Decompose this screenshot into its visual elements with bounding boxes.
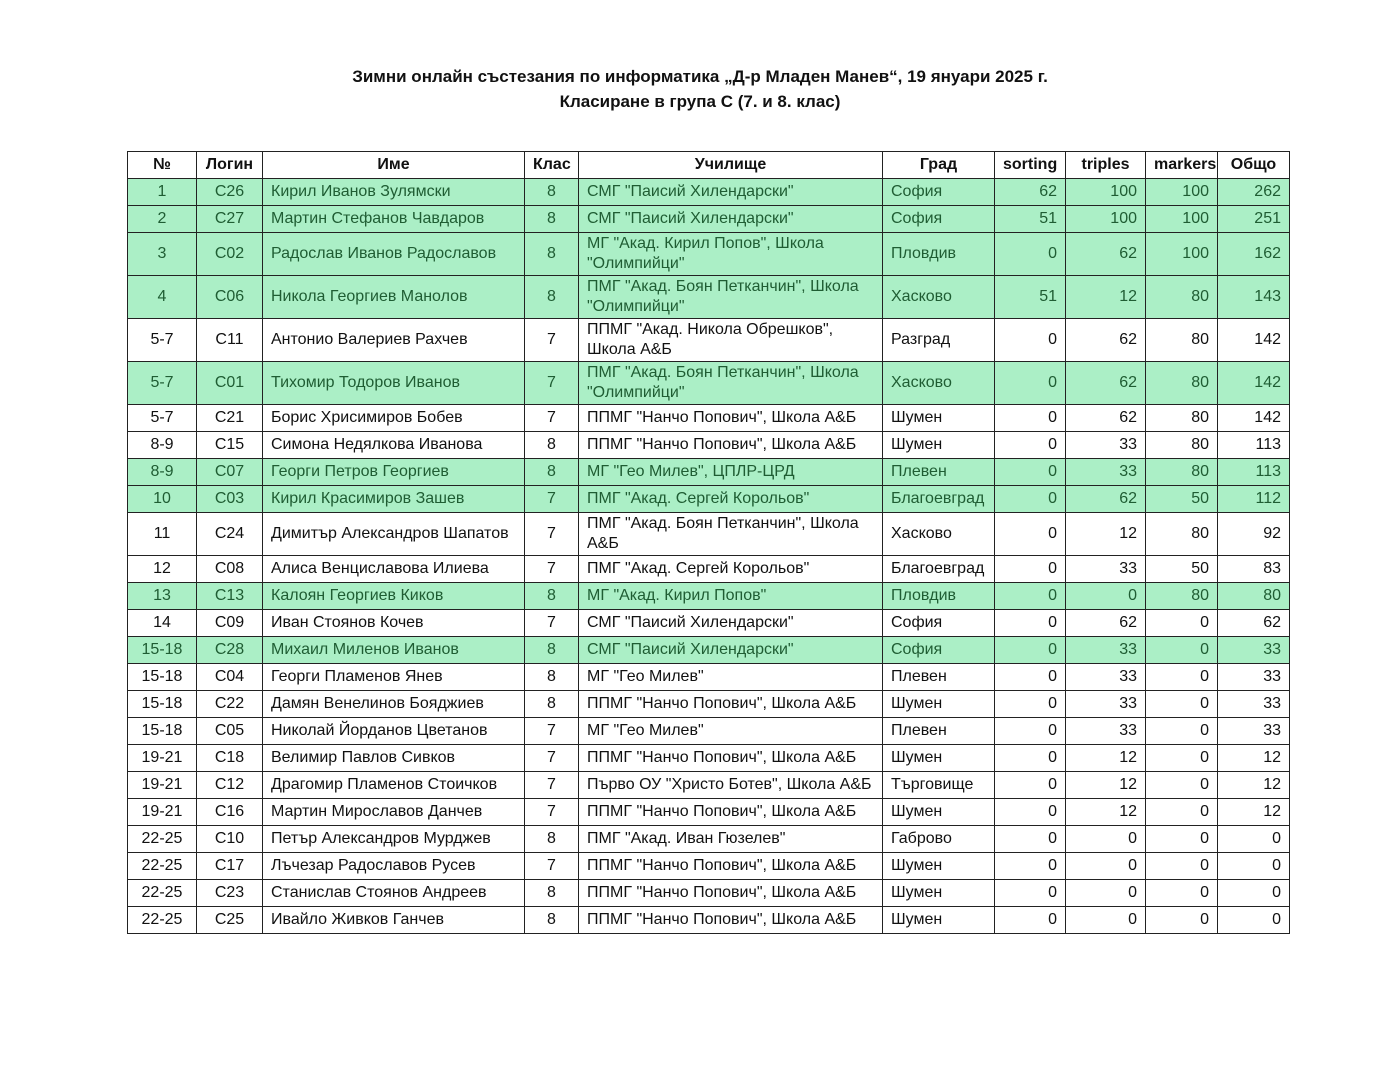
cell-name: Георги Петров Георгиев — [263, 459, 525, 486]
cell-login: C03 — [197, 486, 263, 513]
cell-markers: 50 — [1146, 556, 1218, 583]
cell-school: ППМГ "Нанчо Попович", Школа А&Б — [579, 745, 883, 772]
cell-grade: 8 — [525, 179, 579, 206]
cell-markers: 0 — [1146, 799, 1218, 826]
table-row — [128, 637, 1290, 664]
cell-city: Плевен — [883, 459, 995, 486]
cell-name: Ивайло Живков Ганчев — [263, 907, 525, 934]
cell-triples: 62 — [1066, 486, 1146, 513]
cell-triples: 33 — [1066, 718, 1146, 745]
table-row — [128, 826, 1290, 853]
table-row — [128, 583, 1290, 610]
cell-markers: 0 — [1146, 745, 1218, 772]
cell-name: Димитър Александров Шапатов — [263, 513, 525, 556]
cell-sorting: 0 — [995, 405, 1066, 432]
cell-login: C07 — [197, 459, 263, 486]
cell-login: C10 — [197, 826, 263, 853]
cell-markers: 80 — [1146, 405, 1218, 432]
cell-school: ПМГ "Акад. Иван Гюзелев" — [579, 826, 883, 853]
cell-grade: 8 — [525, 206, 579, 233]
cell-rank: 5-7 — [128, 362, 197, 405]
cell-triples: 62 — [1066, 610, 1146, 637]
table-row — [128, 772, 1290, 799]
cell-login: C16 — [197, 799, 263, 826]
cell-markers: 0 — [1146, 718, 1218, 745]
cell-sorting: 0 — [995, 718, 1066, 745]
cell-school: ППМГ "Акад. Никола Обрешков", Школа А&Б — [579, 319, 883, 362]
cell-rank: 10 — [128, 486, 197, 513]
cell-triples: 0 — [1066, 880, 1146, 907]
cell-sorting: 62 — [995, 179, 1066, 206]
cell-sorting: 0 — [995, 637, 1066, 664]
cell-markers: 0 — [1146, 664, 1218, 691]
cell-city: Шумен — [883, 799, 995, 826]
cell-name: Мартин Мирославов Данчев — [263, 799, 525, 826]
cell-triples: 0 — [1066, 583, 1146, 610]
cell-city: София — [883, 637, 995, 664]
cell-login: C25 — [197, 907, 263, 934]
cell-markers: 80 — [1146, 319, 1218, 362]
cell-rank: 22-25 — [128, 907, 197, 934]
cell-city: София — [883, 206, 995, 233]
cell-school: ПМГ "Акад. Сергей Корольов" — [579, 486, 883, 513]
cell-total: 12 — [1218, 772, 1290, 799]
cell-markers: 50 — [1146, 486, 1218, 513]
cell-school: МГ "Гео Милев", ЦПЛР-ЦРД — [579, 459, 883, 486]
cell-city: Шумен — [883, 691, 995, 718]
cell-markers: 80 — [1146, 583, 1218, 610]
cell-sorting: 0 — [995, 664, 1066, 691]
cell-city: Габрово — [883, 826, 995, 853]
cell-name: Калоян Георгиев Киков — [263, 583, 525, 610]
cell-sorting: 0 — [995, 459, 1066, 486]
cell-name: Антонио Валериев Рахчев — [263, 319, 525, 362]
cell-triples: 100 — [1066, 179, 1146, 206]
cell-login: C23 — [197, 880, 263, 907]
cell-grade: 8 — [525, 826, 579, 853]
cell-total: 142 — [1218, 362, 1290, 405]
cell-sorting: 0 — [995, 233, 1066, 276]
title-line-2: Класиране в група С (7. и 8. клас) — [559, 92, 841, 111]
cell-markers: 0 — [1146, 772, 1218, 799]
cell-rank: 19-21 — [128, 772, 197, 799]
cell-total: 251 — [1218, 206, 1290, 233]
table-row — [128, 556, 1290, 583]
cell-name: Радослав Иванов Радославов — [263, 233, 525, 276]
cell-login: C17 — [197, 853, 263, 880]
cell-markers: 80 — [1146, 276, 1218, 319]
cell-name: Лъчезар Радославов Русев — [263, 853, 525, 880]
cell-school: СМГ "Паисий Хилендарски" — [579, 206, 883, 233]
cell-sorting: 0 — [995, 772, 1066, 799]
cell-markers: 80 — [1146, 459, 1218, 486]
cell-total: 12 — [1218, 799, 1290, 826]
cell-triples: 0 — [1066, 826, 1146, 853]
cell-markers: 0 — [1146, 691, 1218, 718]
table-header — [128, 152, 1290, 179]
cell-school: МГ "Акад. Кирил Попов" — [579, 583, 883, 610]
table-row — [128, 799, 1290, 826]
cell-triples: 100 — [1066, 206, 1146, 233]
cell-city: София — [883, 179, 995, 206]
cell-login: C04 — [197, 664, 263, 691]
cell-grade: 7 — [525, 486, 579, 513]
cell-login: C15 — [197, 432, 263, 459]
table-row — [128, 233, 1290, 276]
table-row — [128, 610, 1290, 637]
cell-total: 143 — [1218, 276, 1290, 319]
cell-city: Плевен — [883, 664, 995, 691]
cell-markers: 100 — [1146, 233, 1218, 276]
cell-name: Иван Стоянов Кочев — [263, 610, 525, 637]
cell-school: ППМГ "Нанчо Попович", Школа А&Б — [579, 880, 883, 907]
cell-city: Пловдив — [883, 233, 995, 276]
cell-rank: 11 — [128, 513, 197, 556]
cell-triples: 62 — [1066, 233, 1146, 276]
document-title — [0, 64, 1400, 114]
cell-login: C22 — [197, 691, 263, 718]
table-row — [128, 664, 1290, 691]
cell-rank: 19-21 — [128, 799, 197, 826]
cell-school: ППМГ "Нанчо Попович", Школа А&Б — [579, 853, 883, 880]
col-header-school: Училище — [579, 152, 883, 179]
cell-triples: 33 — [1066, 432, 1146, 459]
cell-city: Шумен — [883, 880, 995, 907]
table-row — [128, 691, 1290, 718]
cell-city: Шумен — [883, 432, 995, 459]
cell-triples: 33 — [1066, 556, 1146, 583]
table-row — [128, 179, 1290, 206]
cell-markers: 100 — [1146, 179, 1218, 206]
cell-city: Търговище — [883, 772, 995, 799]
cell-login: C09 — [197, 610, 263, 637]
cell-school: ППМГ "Нанчо Попович", Школа А&Б — [579, 691, 883, 718]
cell-triples: 33 — [1066, 637, 1146, 664]
cell-sorting: 0 — [995, 486, 1066, 513]
cell-login: C13 — [197, 583, 263, 610]
cell-total: 33 — [1218, 664, 1290, 691]
cell-sorting: 0 — [995, 826, 1066, 853]
cell-total: 113 — [1218, 459, 1290, 486]
cell-name: Алиса Венциславова Илиева — [263, 556, 525, 583]
col-header-total: Общо — [1218, 152, 1290, 179]
cell-markers: 80 — [1146, 432, 1218, 459]
cell-markers: 0 — [1146, 610, 1218, 637]
cell-name: Мартин Стефанов Чавдаров — [263, 206, 525, 233]
cell-name: Михаил Миленов Иванов — [263, 637, 525, 664]
cell-school: МГ "Гео Милев" — [579, 718, 883, 745]
cell-grade: 8 — [525, 459, 579, 486]
cell-total: 142 — [1218, 405, 1290, 432]
cell-rank: 22-25 — [128, 826, 197, 853]
cell-name: Симона Недялкова Иванова — [263, 432, 525, 459]
cell-name: Николай Йорданов Цветанов — [263, 718, 525, 745]
cell-grade: 7 — [525, 556, 579, 583]
cell-city: Шумен — [883, 745, 995, 772]
cell-total: 92 — [1218, 513, 1290, 556]
cell-total: 112 — [1218, 486, 1290, 513]
cell-rank: 8-9 — [128, 432, 197, 459]
cell-school: ППМГ "Нанчо Попович", Школа А&Б — [579, 432, 883, 459]
cell-total: 162 — [1218, 233, 1290, 276]
cell-sorting: 0 — [995, 745, 1066, 772]
cell-city: Благоевград — [883, 486, 995, 513]
cell-grade: 8 — [525, 233, 579, 276]
cell-total: 33 — [1218, 691, 1290, 718]
cell-total: 83 — [1218, 556, 1290, 583]
cell-sorting: 0 — [995, 432, 1066, 459]
cell-grade: 7 — [525, 362, 579, 405]
table-row — [128, 745, 1290, 772]
cell-rank: 1 — [128, 179, 197, 206]
table-row — [128, 432, 1290, 459]
cell-triples: 62 — [1066, 362, 1146, 405]
cell-rank: 5-7 — [128, 405, 197, 432]
cell-grade: 7 — [525, 319, 579, 362]
cell-rank: 15-18 — [128, 637, 197, 664]
cell-markers: 0 — [1146, 637, 1218, 664]
cell-name: Велимир Павлов Сивков — [263, 745, 525, 772]
cell-login: C06 — [197, 276, 263, 319]
cell-login: C11 — [197, 319, 263, 362]
cell-grade: 7 — [525, 772, 579, 799]
cell-markers: 80 — [1146, 362, 1218, 405]
table-row — [128, 718, 1290, 745]
cell-grade: 7 — [525, 718, 579, 745]
cell-school: ППМГ "Нанчо Попович", Школа А&Б — [579, 405, 883, 432]
cell-sorting: 0 — [995, 880, 1066, 907]
cell-name: Никола Георгиев Манолов — [263, 276, 525, 319]
col-header-grade: Клас — [525, 152, 579, 179]
cell-grade: 8 — [525, 583, 579, 610]
cell-triples: 12 — [1066, 772, 1146, 799]
cell-rank: 15-18 — [128, 718, 197, 745]
cell-city: Хасково — [883, 276, 995, 319]
cell-rank: 12 — [128, 556, 197, 583]
cell-triples: 33 — [1066, 459, 1146, 486]
cell-school: ПМГ "Акад. Боян Петканчин", Школа "Олимпийци" — [579, 276, 883, 319]
title-line-1: Зимни онлайн състезания по информатика „Д-р Младен Манев“, 19 януари 2025 г. — [352, 67, 1048, 86]
table-row — [128, 853, 1290, 880]
cell-school: СМГ "Паисий Хилендарски" — [579, 179, 883, 206]
table-body — [128, 179, 1290, 934]
cell-rank: 15-18 — [128, 664, 197, 691]
cell-grade: 7 — [525, 799, 579, 826]
cell-school: ПМГ "Акад. Боян Петканчин", Школа А&Б — [579, 513, 883, 556]
cell-total: 12 — [1218, 745, 1290, 772]
cell-city: Разград — [883, 319, 995, 362]
cell-name: Борис Хрисимиров Бобев — [263, 405, 525, 432]
cell-sorting: 0 — [995, 556, 1066, 583]
cell-name: Драгомир Пламенов Стоичков — [263, 772, 525, 799]
cell-city: Шумен — [883, 853, 995, 880]
table-row — [128, 319, 1290, 362]
cell-school: МГ "Гео Милев" — [579, 664, 883, 691]
cell-markers: 80 — [1146, 513, 1218, 556]
cell-name: Кирил Иванов Зулямски — [263, 179, 525, 206]
cell-sorting: 0 — [995, 583, 1066, 610]
cell-login: C26 — [197, 179, 263, 206]
cell-triples: 62 — [1066, 405, 1146, 432]
cell-name: Кирил Красимиров Зашев — [263, 486, 525, 513]
cell-login: C08 — [197, 556, 263, 583]
cell-markers: 0 — [1146, 907, 1218, 934]
cell-triples: 0 — [1066, 853, 1146, 880]
table-row — [128, 459, 1290, 486]
cell-total: 33 — [1218, 637, 1290, 664]
cell-login: C12 — [197, 772, 263, 799]
cell-city: София — [883, 610, 995, 637]
cell-sorting: 51 — [995, 206, 1066, 233]
cell-school: МГ "Акад. Кирил Попов", Школа "Олимпийци" — [579, 233, 883, 276]
table-row — [128, 907, 1290, 934]
table-row — [128, 206, 1290, 233]
cell-school: СМГ "Паисий Хилендарски" — [579, 637, 883, 664]
cell-rank: 22-25 — [128, 880, 197, 907]
cell-city: Благоевград — [883, 556, 995, 583]
cell-rank: 13 — [128, 583, 197, 610]
cell-rank: 5-7 — [128, 319, 197, 362]
cell-school: Първо ОУ "Христо Ботев", Школа А&Б — [579, 772, 883, 799]
cell-rank: 15-18 — [128, 691, 197, 718]
cell-school: ППМГ "Нанчо Попович", Школа А&Б — [579, 799, 883, 826]
cell-grade: 7 — [525, 853, 579, 880]
cell-login: C02 — [197, 233, 263, 276]
cell-grade: 8 — [525, 276, 579, 319]
table-row — [128, 513, 1290, 556]
cell-sorting: 0 — [995, 853, 1066, 880]
cell-sorting: 51 — [995, 276, 1066, 319]
cell-name: Станислав Стоянов Андреев — [263, 880, 525, 907]
col-header-triples: triples — [1066, 152, 1146, 179]
cell-city: Хасково — [883, 513, 995, 556]
cell-sorting: 0 — [995, 319, 1066, 362]
cell-city: Шумен — [883, 405, 995, 432]
cell-triples: 62 — [1066, 319, 1146, 362]
cell-login: C28 — [197, 637, 263, 664]
cell-total: 62 — [1218, 610, 1290, 637]
cell-city: Пловдив — [883, 583, 995, 610]
cell-city: Плевен — [883, 718, 995, 745]
cell-login: C27 — [197, 206, 263, 233]
cell-total: 0 — [1218, 826, 1290, 853]
cell-grade: 7 — [525, 610, 579, 637]
cell-school: ПМГ "Акад. Сергей Корольов" — [579, 556, 883, 583]
cell-grade: 8 — [525, 432, 579, 459]
cell-login: C18 — [197, 745, 263, 772]
col-header-rank: № — [128, 152, 197, 179]
cell-rank: 2 — [128, 206, 197, 233]
cell-rank: 4 — [128, 276, 197, 319]
cell-sorting: 0 — [995, 799, 1066, 826]
col-header-markers: markers — [1146, 152, 1218, 179]
col-header-sorting: sorting — [995, 152, 1066, 179]
col-header-name: Име — [263, 152, 525, 179]
cell-triples: 33 — [1066, 664, 1146, 691]
cell-grade: 8 — [525, 880, 579, 907]
header-row — [128, 152, 1290, 179]
cell-rank: 3 — [128, 233, 197, 276]
cell-triples: 0 — [1066, 907, 1146, 934]
cell-sorting: 0 — [995, 362, 1066, 405]
cell-rank: 22-25 — [128, 853, 197, 880]
results-table — [127, 151, 1290, 934]
cell-total: 113 — [1218, 432, 1290, 459]
cell-grade: 8 — [525, 637, 579, 664]
cell-grade: 8 — [525, 691, 579, 718]
cell-total: 80 — [1218, 583, 1290, 610]
cell-triples: 33 — [1066, 691, 1146, 718]
cell-markers: 100 — [1146, 206, 1218, 233]
cell-school: СМГ "Паисий Хилендарски" — [579, 610, 883, 637]
cell-grade: 7 — [525, 405, 579, 432]
cell-triples: 12 — [1066, 276, 1146, 319]
cell-login: C24 — [197, 513, 263, 556]
table-row — [128, 276, 1290, 319]
cell-name: Тихомир Тодоров Иванов — [263, 362, 525, 405]
cell-sorting: 0 — [995, 691, 1066, 718]
cell-triples: 12 — [1066, 745, 1146, 772]
cell-login: C21 — [197, 405, 263, 432]
cell-name: Георги Пламенов Янев — [263, 664, 525, 691]
cell-city: Шумен — [883, 907, 995, 934]
cell-name: Дамян Венелинов Бояджиев — [263, 691, 525, 718]
cell-total: 0 — [1218, 880, 1290, 907]
cell-sorting: 0 — [995, 513, 1066, 556]
cell-total: 142 — [1218, 319, 1290, 362]
cell-rank: 8-9 — [128, 459, 197, 486]
cell-rank: 14 — [128, 610, 197, 637]
cell-total: 33 — [1218, 718, 1290, 745]
col-header-login: Логин — [197, 152, 263, 179]
cell-grade: 7 — [525, 745, 579, 772]
cell-school: ППМГ "Нанчо Попович", Школа А&Б — [579, 907, 883, 934]
cell-markers: 0 — [1146, 880, 1218, 907]
cell-triples: 12 — [1066, 513, 1146, 556]
cell-login: C05 — [197, 718, 263, 745]
col-header-city: Град — [883, 152, 995, 179]
cell-city: Хасково — [883, 362, 995, 405]
cell-rank: 19-21 — [128, 745, 197, 772]
cell-grade: 7 — [525, 513, 579, 556]
table-row — [128, 880, 1290, 907]
cell-sorting: 0 — [995, 610, 1066, 637]
cell-markers: 0 — [1146, 826, 1218, 853]
cell-total: 0 — [1218, 853, 1290, 880]
cell-grade: 8 — [525, 907, 579, 934]
cell-login: C01 — [197, 362, 263, 405]
cell-name: Петър Александров Мурджев — [263, 826, 525, 853]
table-row — [128, 362, 1290, 405]
table-row — [128, 486, 1290, 513]
cell-total: 0 — [1218, 907, 1290, 934]
cell-total: 262 — [1218, 179, 1290, 206]
table-row — [128, 405, 1290, 432]
cell-markers: 0 — [1146, 853, 1218, 880]
cell-triples: 12 — [1066, 799, 1146, 826]
cell-grade: 8 — [525, 664, 579, 691]
cell-sorting: 0 — [995, 907, 1066, 934]
cell-school: ПМГ "Акад. Боян Петканчин", Школа "Олимпийци" — [579, 362, 883, 405]
